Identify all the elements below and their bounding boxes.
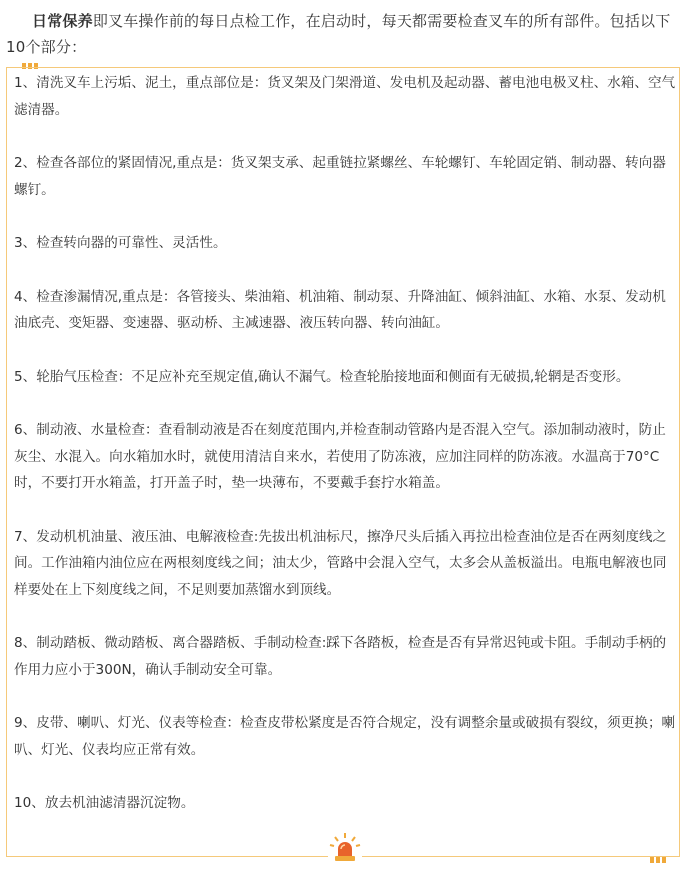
intro-paragraph	[6, 8, 686, 60]
checklist-item-7: 7、发动机机油量、液压油、电解液检查:先拔出机油标尺，擦净尺头后插入再拉出检查油位是否在两刻度线之间。工作油箱内油位应在两根刻度线之间；油太少，管路中会混入空气，太多会从盖板溢出。电瓶电解液也同样要处在上下刻度线之间，不足则要加蒸馏水到顶线。	[14, 528, 667, 598]
checklist-item-8: 8、制动踏板、微动踏板、离合器踏板、手制动检查:踩下各踏板，检查是否有异常迟钝或卡阻。手制动手柄的作用力应小于300N，确认手制动安全可靠。	[14, 635, 667, 678]
checklist-item-9: 9、皮带、喇叭、灯光、仪表等检查：检查皮带松紧度是否符合规定，没有调整余量或破损有裂纹，须更换；喇叭、灯光、仪表均应正常有效。	[14, 715, 676, 758]
checklist-item-3: 3、检查转向器的可靠性、灵活性。	[14, 235, 227, 251]
checklist-item-2: 2、检查各部位的紧固情况,重点是：货叉架支承、起重链拉紧螺丝、车轮螺钉、车轮固定销、制动器、转向器螺钉。	[14, 155, 666, 198]
intro-lead: 日常保养	[32, 12, 93, 30]
intro-text: 即叉车操作前的每日点检工作，在启动时，每天都需要检查叉车的所有部件。包括以下10个部分：	[6, 12, 671, 56]
checklist	[14, 70, 678, 844]
checklist-item-10: 10、放去机油滤清器沉淀物。	[14, 795, 195, 811]
checklist-item-6: 6、制动液、水量检查：查看制动液是否在刻度范围内,并检查制动管路内是否混入空气。添加制动液时，防止灰尘、水混入。向水箱加水时，就使用清洁自来水，若使用了防冻液，应加注同样的防冻液。水温高于70°C时，不要打开水箱盖，打开盖子时，垫一块薄布，不要戴手套拧水箱盖。	[14, 422, 666, 491]
corner-ornament-bottom-right	[650, 857, 666, 863]
checklist-item-5: 5、轮胎气压检查：不足应补充至规定值,确认不漏气。检查轮胎接地面和侧面有无破损,轮辋是否变形。	[14, 368, 630, 385]
alarm-light-icon	[328, 832, 362, 864]
checklist-item-4: 4、检查渗漏情况,重点是：各管接头、柴油箱、机油箱、制动泵、升降油缸、倾斜油缸、水箱、水泵、发动机油底壳、变矩器、变速器、驱动桥、主减速器、液压转向器、转向油缸。	[14, 288, 666, 331]
checklist-item-1: 1、清洗叉车上污垢、泥土，重点部位是：货叉架及门架滑道、发电机及起动器、蓄电池电极叉柱、水箱、空气滤清器。	[14, 75, 676, 118]
